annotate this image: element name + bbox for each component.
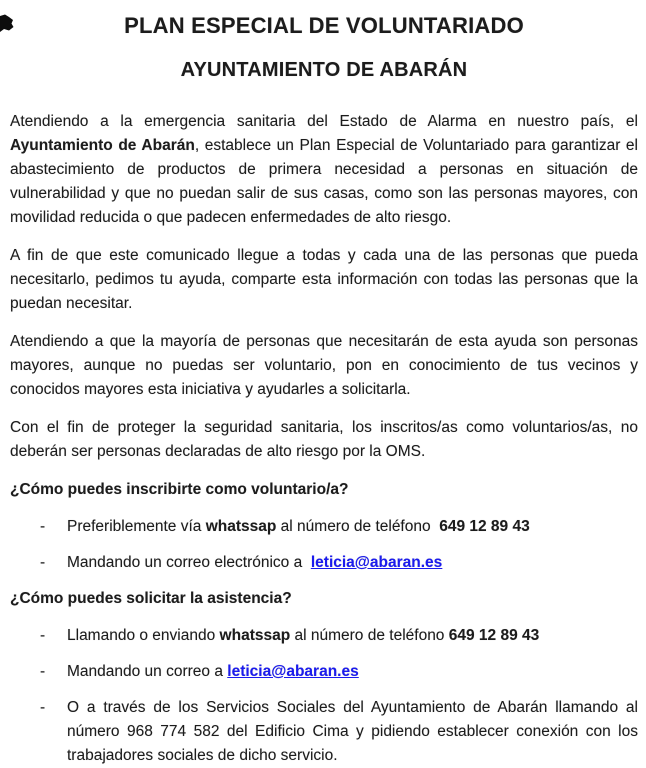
bullet-dash: - <box>40 554 46 571</box>
email-link[interactable]: leticia@abaran.es <box>310 554 443 571</box>
text-run: al número de teléfono <box>290 627 449 644</box>
document-page <box>0 13 646 764</box>
bold-text-run: 649 12 89 43 <box>439 518 530 535</box>
paragraph <box>10 110 638 230</box>
document-title: PLAN ESPECIAL DE VOLUNTARIADO <box>124 13 524 38</box>
text-run: al número de teléfono <box>276 518 440 535</box>
email-link[interactable]: leticia@abaran.es <box>227 663 359 680</box>
document-subtitle: AYUNTAMIENTO DE ABARÁN <box>180 59 468 81</box>
text-run: Mandando un correo a <box>67 663 228 680</box>
bullet-dash: - <box>40 699 46 716</box>
section-heading: ¿Cómo puedes inscribirte como voluntario/a? <box>10 481 349 498</box>
bullet-text <box>67 515 638 539</box>
bold-text-run: Ayuntamiento de Abarán <box>10 137 195 154</box>
bullet-text <box>67 660 638 684</box>
text-run: Atendiendo a que la mayoría de personas que necesitarán de esta ayuda son personas mayores, aunque no puedas ser voluntario, pon en conocimiento de tus vecinos y conocidos mayores esta iniciativa y ayudarles a solicitarla. <box>10 333 638 398</box>
bold-text-run: 649 12 89 43 <box>448 627 540 644</box>
text-run: O a través de los Servicios Sociales del Ayuntamiento de Abarán llamando al número 968 774 582 del Edificio Cima y pidiendo establecer conexión con los trabajadores sociales de dicho servicio. <box>67 699 638 764</box>
paragraph <box>10 330 638 402</box>
bullet-dash: - <box>40 663 46 680</box>
text-run: Mandando un correo electrónico a <box>67 554 311 571</box>
text-run: Atendiendo a la emergencia sanitaria del Estado de Alarma en nuestro país, el <box>10 113 638 130</box>
bullet-text <box>67 696 638 768</box>
bold-text-run: whatssap <box>219 627 291 644</box>
bullet-item <box>10 624 638 648</box>
bullet-dash: - <box>40 518 46 535</box>
bullet-text <box>67 551 638 575</box>
paragraph <box>10 416 638 464</box>
text-run: Con el fin de proteger la seguridad sanitaria, los inscritos/as como voluntarios/as, no deberán ser personas declaradas de alto riesgo por la OMS. <box>10 419 638 460</box>
bullet-item <box>10 515 638 539</box>
text-run: , establece un Plan Especial de Voluntariado para garantizar el abastecimiento de productos de primera necesidad a personas en situación de vulnerabilidad y que no puedan salir de sus casas, como son las personas mayores, con movilidad reducida o que padecen enfermedades de alto riesgo. <box>10 137 638 226</box>
bullet-item <box>10 696 638 768</box>
bullet-item <box>10 660 638 684</box>
document-body <box>10 110 638 768</box>
bold-text-run: whatssap <box>205 518 277 535</box>
text-run: Llamando o enviando <box>67 627 220 644</box>
section-heading: ¿Cómo puedes solicitar la asistencia? <box>10 590 292 607</box>
bullet-text <box>67 624 638 648</box>
ink-blot-artifact <box>0 14 16 34</box>
text-run: Preferiblemente vía <box>67 518 206 535</box>
paragraph <box>10 244 638 316</box>
bullet-dash: - <box>40 627 46 644</box>
text-run: A fin de que este comunicado llegue a todas y cada una de las personas que pueda necesitarlo, pedimos tu ayuda, comparte esta información con todas las personas que la puedan necesitar. <box>10 247 638 312</box>
bullet-item <box>10 551 638 575</box>
